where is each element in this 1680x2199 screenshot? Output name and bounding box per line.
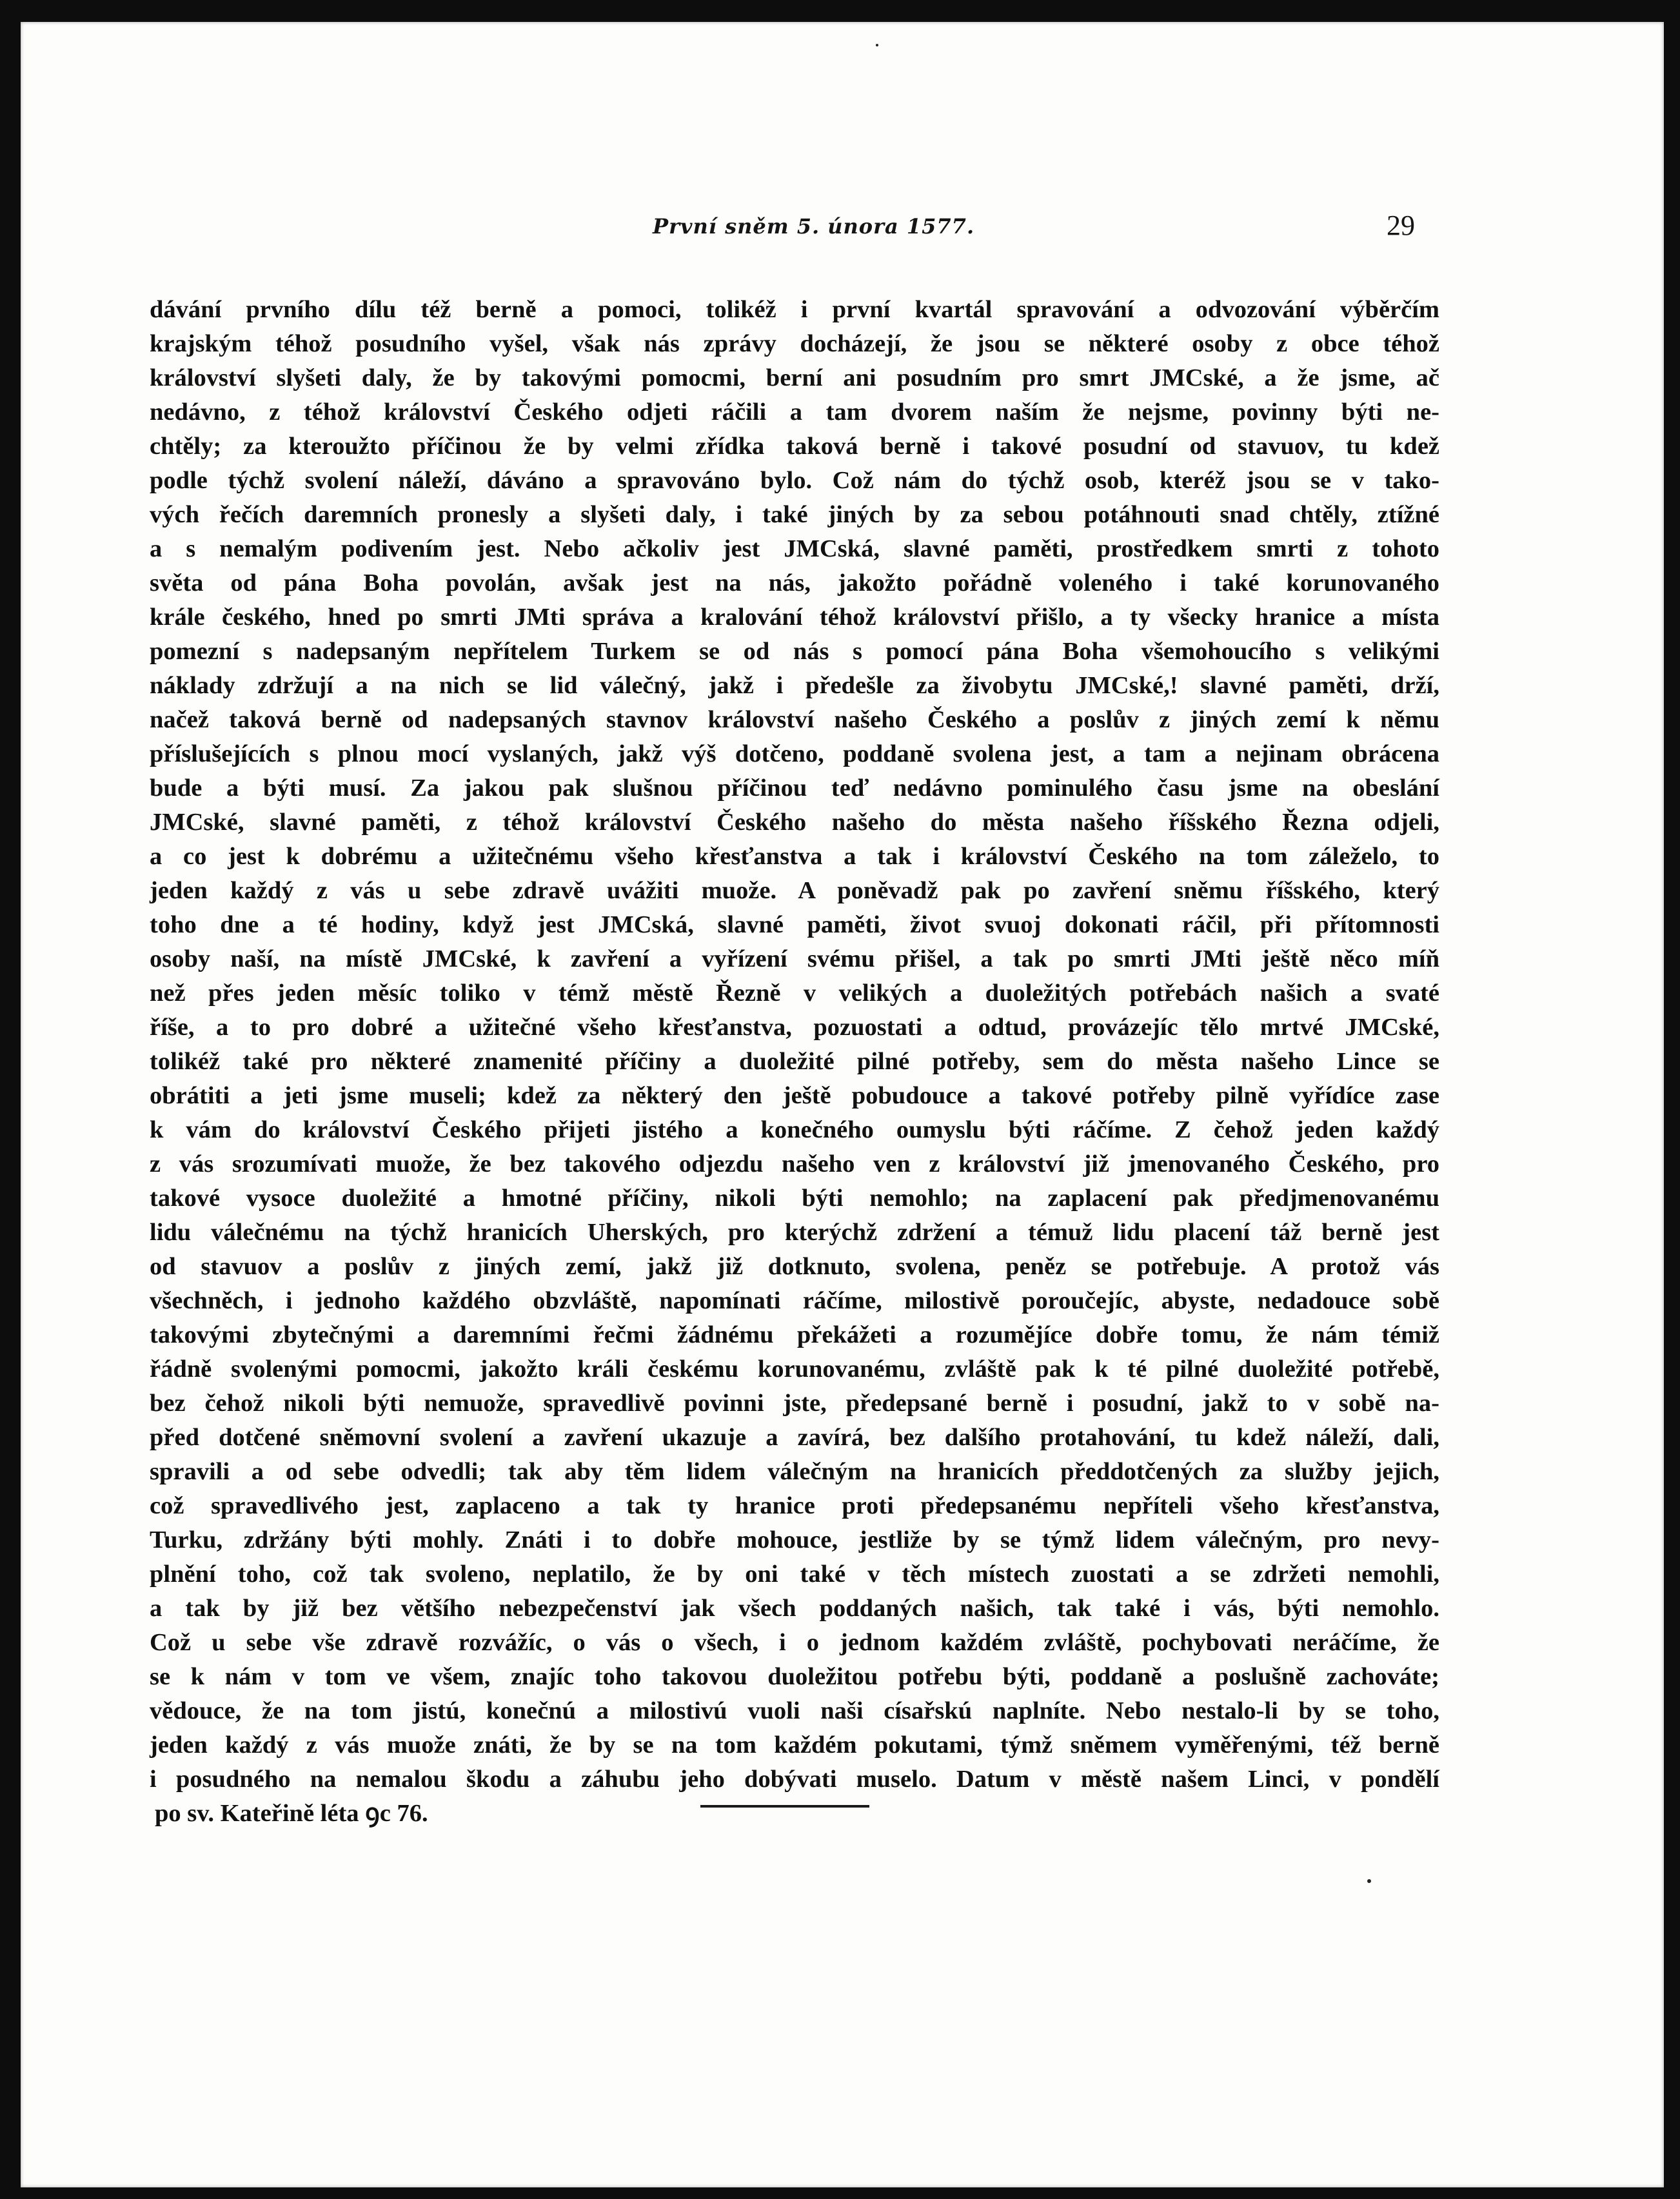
- text-line: JMCské, slavné paměti, z téhož království Českého našeho do města našeho říšského Řezna odjeli,: [150, 809, 1439, 836]
- text-line: jeden každý z vás muože znáti, že by se na tom každém pokutami, týmž sněmem vyměřenými, též berně: [150, 1731, 1439, 1759]
- text-line: bude a býti musí. Za jakou pak slušnou příčinou teď nedávno pominulého času jsme na obeslání: [150, 774, 1439, 802]
- text-line: takové vysoce duoležité a hmotné příčiny, nikoli býti nemohlo; na zaplacení pak předjmenovanému: [150, 1185, 1439, 1212]
- text-line: a co jest k dobrému a užitečnému všeho křesťanstva a tak i království Českého na tom záleželo, to: [150, 843, 1439, 870]
- end-rule: [700, 1805, 869, 1808]
- text-line: Turku, zdržány býti mohly. Znáti i to dobře mohouce, jestliže by se týmž lidem válečným, pro nevy-: [150, 1526, 1439, 1553]
- text-line: než přes jeden měsíc toliko v témž městě Řezně v velikých a duoležitých potřebách našich a svaté: [150, 980, 1439, 1007]
- text-line: jeden každý z vás u sebe zdravě uvážiti muože. A poněvadž pak po zavření sněmu říšského, který: [150, 877, 1439, 904]
- text-line: obrátiti a jeti jsme museli; kdež za některý den ještě pobudouce a takové potřeby pilně vyřídíce zase: [150, 1082, 1439, 1109]
- book-page: [21, 22, 1664, 2187]
- text-line: nedávno, z téhož království Českého odjeti ráčili a tam dvorem naším že nejsme, povinny býti ne-: [150, 399, 1439, 426]
- text-line: před dotčené sněmovní svolení a zavření ukazuje a zavírá, bez dalšího protahování, tu kdež náleží, dali,: [150, 1424, 1439, 1451]
- running-title: První sněm 5. února 1577.: [653, 214, 975, 239]
- text-line: načež taková berně od nadepsaných stavnov království našeho Českého a poslův z jiných zemí k němu: [150, 706, 1439, 733]
- text-line: k vám do království Českého přijeti jistého a konečného oumyslu býti ráčíme. Z čehož jeden každý: [150, 1116, 1439, 1143]
- text-line: plnění toho, což tak svoleno, neplatilo, že by oni také v těch místech zuostati a se zdržeti nemohli,: [150, 1561, 1439, 1588]
- text-line: všechněch, i jednoho každého obzvláště, napomínati ráčíme, milostivě poroučejíc, abyste, nedadouce sobě: [150, 1287, 1439, 1314]
- text-line: lidu válečnému na týchž hranicích Uherských, pro kterýchž zdržení a témuž lidu placení táž berně jest: [150, 1219, 1439, 1246]
- text-line: podle týchž svolení náleží, dáváno a spravováno bylo. Což nám do týchž osob, kteréž jsou se v tako-: [150, 467, 1439, 494]
- text-line: krále českého, hned po smrti JMti správa a kralování téhož království přišlo, a ty všecky hranice a místa: [150, 604, 1439, 631]
- text-line: pomezní s nadepsaným nepřítelem Turkem se od nás s pomocí pána Boha všemohoucího s velikými: [150, 638, 1439, 665]
- text-line: toho dne a té hodiny, když jest JMCská, slavné paměti, život svuoj dokonati ráčil, při přítomnosti: [150, 911, 1439, 938]
- text-line: vých řečích daremních pronesly a slyšeti daly, i také jiných by za sebou potáhnouti snad chtěly, ztížné: [150, 501, 1439, 528]
- text-line: a s nemalým podivením jest. Nebo ačkoliv jest JMCská, slavné paměti, prostředkem smrti z tohoto: [150, 535, 1439, 562]
- text-line: takovými zbytečnými a daremními řečmi žádnému překážeti a rozumějíce dobře tomu, že nám témiž: [150, 1321, 1439, 1348]
- text-line: z vás srozumívati muože, že bez takového odjezdu našeho ven z království již jmenovaného Českého, pro: [150, 1150, 1439, 1178]
- text-line: krajským téhož posudního vyšel, však nás zprávy docházejí, že jsou se některé osoby z obce téhož: [150, 330, 1439, 357]
- text-line: po sv. Kateřině léta ꝯc 76.: [155, 1800, 428, 1827]
- text-line: tolikéž také pro některé znamenité příčiny a duoležité pilné potřeby, sem do města našeho Lince se: [150, 1048, 1439, 1075]
- text-line: království slyšeti daly, že by takovými pomocmi, berní ani posudním pro smrt JMCské, a že jsme, ač: [150, 364, 1439, 391]
- ink-speck: [876, 44, 878, 46]
- text-line: a tak by již bez většího nebezpečenství jak všech poddaných našich, tak také i vás, býti nemohlo.: [150, 1595, 1439, 1622]
- body-text: [150, 293, 1439, 1831]
- text-line: řádně svolenými pomocmi, jakožto králi českému korunovanému, zvláště pak k té pilné duoležité potřebě,: [150, 1356, 1439, 1383]
- text-line: Což u sebe vše zdravě rozvážíc, o vás o všech, i o jednom každém zvláště, pochybovati neráčíme, že: [150, 1629, 1439, 1656]
- text-line: od stavuov a poslův z jiných zemí, jakž již dotknuto, svolena, peněz se potřebuje. A protož vás: [150, 1253, 1439, 1280]
- text-line: i posudného na nemalou škodu a záhubu jeho dobývati muselo. Datum v městě našem Linci, v pondělí: [150, 1766, 1439, 1793]
- text-line: náklady zdržují a na nich se lid válečný, jakž i předešle za živobytu JMCské,! slavné paměti, drží,: [150, 672, 1439, 699]
- text-line: se k nám v tom ve všem, znajíc toho takovou duoležitou potřebu býti, poddaně a poslušně zachováte;: [150, 1663, 1439, 1690]
- text-line: osoby naší, na místě JMCské, k zavření a vyřízení svému přišel, a tak po smrti JMti ještě něco míň: [150, 945, 1439, 972]
- text-line: což spravedlivého jest, zaplaceno a tak ty hranice proti předepsanému nepříteli všeho křesťanstva,: [150, 1492, 1439, 1519]
- text-line: světa od pána Boha povolán, avšak jest na nás, jakožto pořádně voleného i také korunovaného: [150, 569, 1439, 597]
- ink-speck: [1367, 1879, 1371, 1883]
- running-head: [21, 209, 1664, 248]
- text-line: říše, a to pro dobré a užitečné všeho křesťanstva, pozuostati a odtud, provázejíc tělo mrtvé JMCské,: [150, 1014, 1439, 1041]
- text-line: vědouce, že na tom jistú, konečnú a milostivú vuoli naši císařskú naplníte. Nebo nestalo-li by se toho,: [150, 1697, 1439, 1724]
- text-line: chtěly; za kteroužto příčinou že by velmi zřídka taková berně i takové posudní od stavuov, tu kdež: [150, 433, 1439, 460]
- text-line: dávání prvního dílu též berně a pomoci, tolikéž i první kvartál spravování a odvozování výběrčím: [150, 296, 1439, 323]
- page-number: 29: [1387, 210, 1415, 241]
- text-line: spravili a od sebe odvedli; tak aby těm lidem válečným na hranicích předdotčených za služby jejich,: [150, 1458, 1439, 1485]
- text-line: bez čehož nikoli býti nemuože, spravedlivě povinni jste, předepsané berně i posudní, jakž to v sobě na-: [150, 1390, 1439, 1417]
- text-line: příslušejících s plnou mocí vyslaných, jakž výš dotčeno, poddaně svolena jest, a tam a nejinam obrácena: [150, 740, 1439, 767]
